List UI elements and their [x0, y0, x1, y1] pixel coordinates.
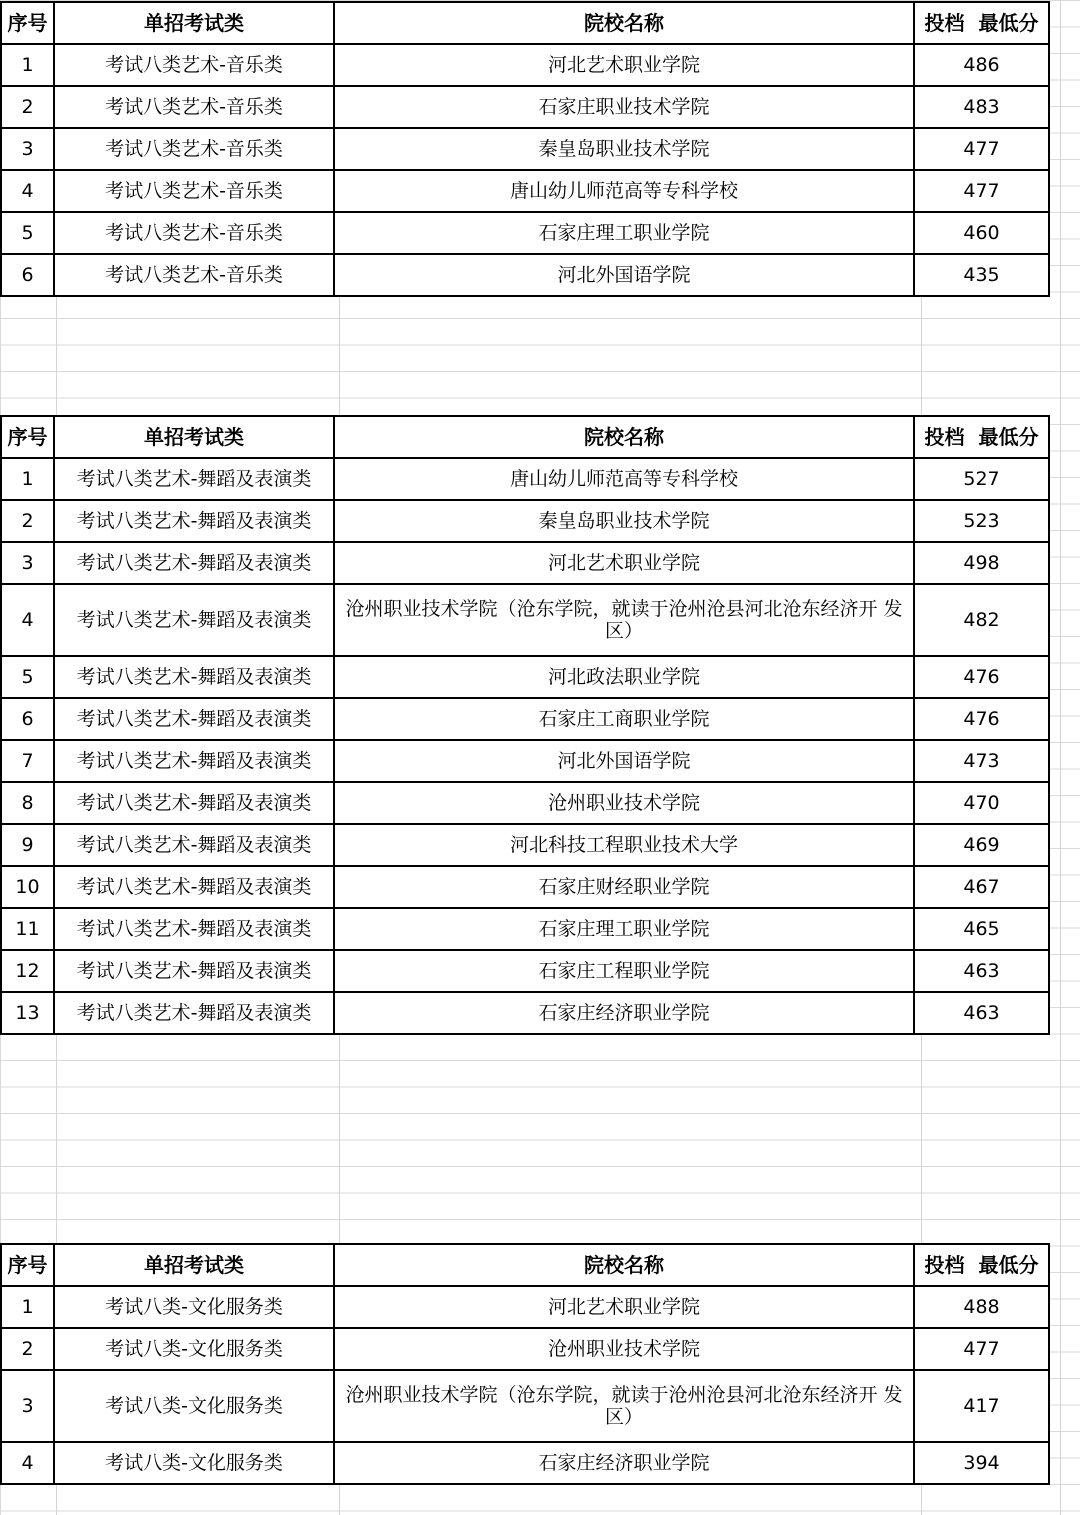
row-number: 11 [1, 908, 54, 950]
row-number: 5 [1, 656, 54, 698]
category-cell: 考试八类-文化服务类 [54, 1328, 334, 1370]
grid-line [1060, 0, 1061, 1515]
table-row [1, 212, 1049, 254]
school-cell: 沧州职业技术学院（沧东学院，就读于沧州沧县河北沧东经济开 发区） [334, 584, 914, 656]
header-school: 院校名称 [334, 416, 914, 458]
category-cell: 考试八类艺术-舞蹈及表演类 [54, 992, 334, 1034]
school-cell: 石家庄工商职业学院 [334, 698, 914, 740]
table-row [1, 1442, 1049, 1484]
school-cell: 秦皇岛职业技术学院 [334, 128, 914, 170]
score-cell: 486 [914, 44, 1049, 86]
category-cell: 考试八类艺术-舞蹈及表演类 [54, 458, 334, 500]
score-cell: 469 [914, 824, 1049, 866]
category-cell: 考试八类艺术-舞蹈及表演类 [54, 908, 334, 950]
score-cell: 477 [914, 1328, 1049, 1370]
score-cell: 477 [914, 170, 1049, 212]
score-cell: 463 [914, 992, 1049, 1034]
category-cell: 考试八类-文化服务类 [54, 1286, 334, 1328]
score-cell: 460 [914, 212, 1049, 254]
header-category: 单招考试类 [54, 416, 334, 458]
school-cell: 河北艺术职业学院 [334, 44, 914, 86]
table-row [1, 908, 1049, 950]
score-cell: 394 [914, 1442, 1049, 1484]
school-cell: 石家庄经济职业学院 [334, 992, 914, 1034]
header-row [1, 416, 1049, 458]
category-cell: 考试八类艺术-音乐类 [54, 170, 334, 212]
table-row [1, 740, 1049, 782]
dance-admission-table [0, 415, 1050, 1035]
header-school: 院校名称 [334, 1244, 914, 1286]
culture-service-admission-table [0, 1243, 1050, 1485]
school-cell: 沧州职业技术学院 [334, 1328, 914, 1370]
row-number: 6 [1, 254, 54, 296]
category-cell: 考试八类艺术-音乐类 [54, 128, 334, 170]
category-cell: 考试八类艺术-舞蹈及表演类 [54, 584, 334, 656]
row-number: 2 [1, 86, 54, 128]
score-cell: 527 [914, 458, 1049, 500]
table-row [1, 950, 1049, 992]
table-row [1, 1370, 1049, 1442]
header-category: 单招考试类 [54, 2, 334, 44]
category-cell: 考试八类艺术-舞蹈及表演类 [54, 656, 334, 698]
school-cell: 河北外国语学院 [334, 740, 914, 782]
table-row [1, 1328, 1049, 1370]
school-cell: 石家庄理工职业学院 [334, 908, 914, 950]
header-row [1, 2, 1049, 44]
category-cell: 考试八类艺术-音乐类 [54, 212, 334, 254]
table-row [1, 866, 1049, 908]
score-cell: 467 [914, 866, 1049, 908]
category-cell: 考试八类艺术-舞蹈及表演类 [54, 950, 334, 992]
row-number: 4 [1, 170, 54, 212]
row-number: 4 [1, 1442, 54, 1484]
school-cell: 河北外国语学院 [334, 254, 914, 296]
row-number: 7 [1, 740, 54, 782]
table-row [1, 128, 1049, 170]
school-cell: 石家庄职业技术学院 [334, 86, 914, 128]
header-no: 序号 [1, 1244, 54, 1286]
score-cell: 482 [914, 584, 1049, 656]
category-cell: 考试八类艺术-舞蹈及表演类 [54, 542, 334, 584]
row-number: 1 [1, 458, 54, 500]
category-cell: 考试八类艺术-音乐类 [54, 44, 334, 86]
table-row [1, 254, 1049, 296]
score-cell: 417 [914, 1370, 1049, 1442]
table-row [1, 782, 1049, 824]
table-row [1, 458, 1049, 500]
table-row [1, 824, 1049, 866]
row-number: 3 [1, 128, 54, 170]
table-row [1, 656, 1049, 698]
header-school: 院校名称 [334, 2, 914, 44]
school-cell: 秦皇岛职业技术学院 [334, 500, 914, 542]
row-number: 12 [1, 950, 54, 992]
row-number: 2 [1, 1328, 54, 1370]
school-cell: 沧州职业技术学院 [334, 782, 914, 824]
category-cell: 考试八类-文化服务类 [54, 1370, 334, 1442]
table-row [1, 698, 1049, 740]
score-cell: 498 [914, 542, 1049, 584]
row-number: 9 [1, 824, 54, 866]
school-cell: 河北科技工程职业技术大学 [334, 824, 914, 866]
category-cell: 考试八类艺术-舞蹈及表演类 [54, 500, 334, 542]
score-cell: 488 [914, 1286, 1049, 1328]
table-row [1, 500, 1049, 542]
header-category: 单招考试类 [54, 1244, 334, 1286]
table-row [1, 992, 1049, 1034]
row-number: 2 [1, 500, 54, 542]
category-cell: 考试八类艺术-舞蹈及表演类 [54, 866, 334, 908]
score-cell: 463 [914, 950, 1049, 992]
school-cell: 河北政法职业学院 [334, 656, 914, 698]
music-admission-table [0, 1, 1050, 297]
table-row [1, 542, 1049, 584]
table-row [1, 86, 1049, 128]
category-cell: 考试八类艺术-音乐类 [54, 86, 334, 128]
score-cell: 476 [914, 656, 1049, 698]
score-cell: 465 [914, 908, 1049, 950]
score-cell: 473 [914, 740, 1049, 782]
school-cell: 唐山幼儿师范高等专科学校 [334, 170, 914, 212]
row-number: 3 [1, 542, 54, 584]
header-no: 序号 [1, 416, 54, 458]
score-cell: 523 [914, 500, 1049, 542]
row-number: 1 [1, 1286, 54, 1328]
row-number: 4 [1, 584, 54, 656]
score-cell: 483 [914, 86, 1049, 128]
school-cell: 石家庄财经职业学院 [334, 866, 914, 908]
score-cell: 435 [914, 254, 1049, 296]
table-row [1, 44, 1049, 86]
table-row [1, 1286, 1049, 1328]
header-score: 投档 最低分 [914, 1244, 1049, 1286]
header-score: 投档 最低分 [914, 416, 1049, 458]
score-cell: 470 [914, 782, 1049, 824]
header-score: 投档 最低分 [914, 2, 1049, 44]
category-cell: 考试八类艺术-音乐类 [54, 254, 334, 296]
table-row [1, 170, 1049, 212]
school-cell: 石家庄工程职业学院 [334, 950, 914, 992]
header-no: 序号 [1, 2, 54, 44]
school-cell: 沧州职业技术学院（沧东学院，就读于沧州沧县河北沧东经济开 发区） [334, 1370, 914, 1442]
row-number: 6 [1, 698, 54, 740]
school-cell: 河北艺术职业学院 [334, 542, 914, 584]
school-cell: 唐山幼儿师范高等专科学校 [334, 458, 914, 500]
category-cell: 考试八类-文化服务类 [54, 1442, 334, 1484]
score-cell: 476 [914, 698, 1049, 740]
row-number: 1 [1, 44, 54, 86]
table-row [1, 584, 1049, 656]
row-number: 13 [1, 992, 54, 1034]
row-number: 5 [1, 212, 54, 254]
category-cell: 考试八类艺术-舞蹈及表演类 [54, 782, 334, 824]
school-cell: 河北艺术职业学院 [334, 1286, 914, 1328]
category-cell: 考试八类艺术-舞蹈及表演类 [54, 824, 334, 866]
row-number: 10 [1, 866, 54, 908]
row-number: 3 [1, 1370, 54, 1442]
row-number: 8 [1, 782, 54, 824]
header-row [1, 1244, 1049, 1286]
category-cell: 考试八类艺术-舞蹈及表演类 [54, 740, 334, 782]
school-cell: 石家庄经济职业学院 [334, 1442, 914, 1484]
category-cell: 考试八类艺术-舞蹈及表演类 [54, 698, 334, 740]
score-cell: 477 [914, 128, 1049, 170]
school-cell: 石家庄理工职业学院 [334, 212, 914, 254]
